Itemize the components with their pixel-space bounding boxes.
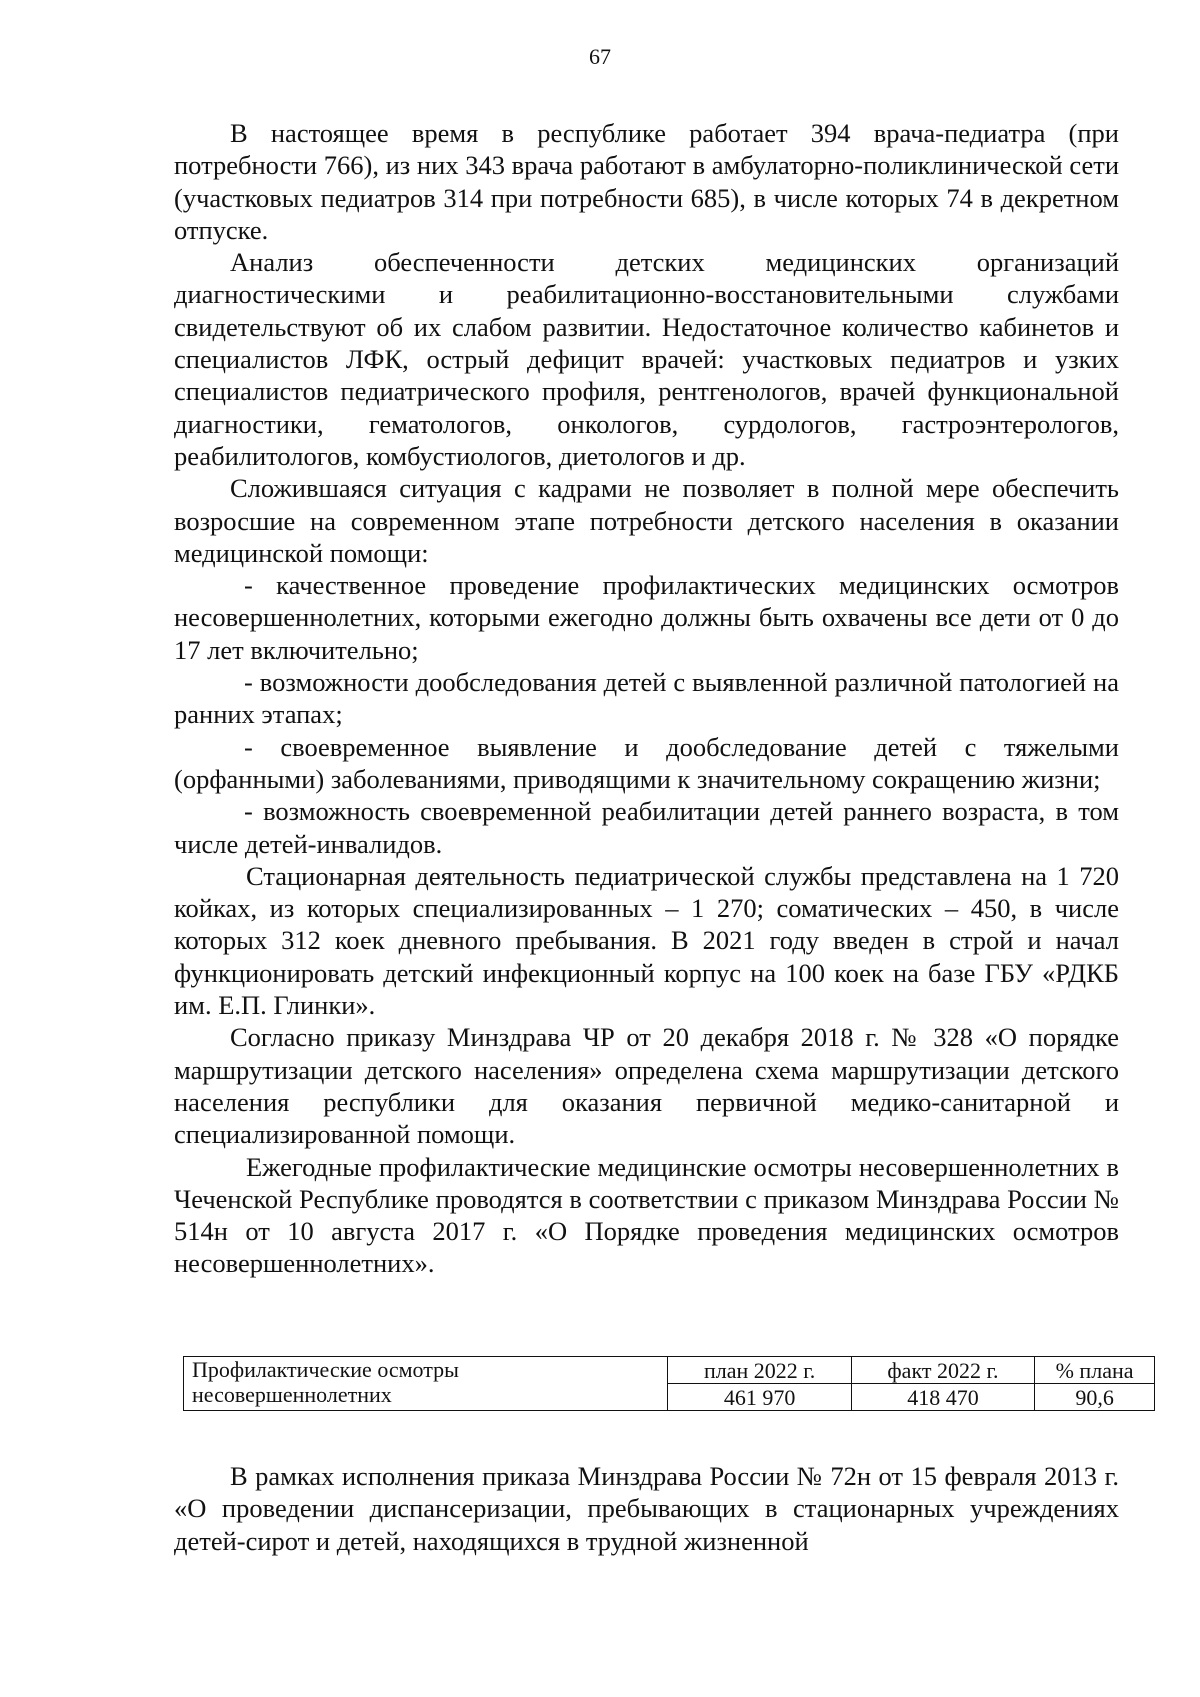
paragraph-routing: Согласно приказу Минздрава ЧР от 20 декабря 2018 г. № 328 «О порядке маршрутизации детского населения» определена схема маршрутизации детского населения республики для оказания первичной медико-санитарной и специализированной помощи. xyxy=(174,1022,1119,1150)
list-item-checkups: - качественное проведение профилактических медицинских осмотров несовершеннолетних, которыми ежегодно должны быть охвачены все дети от 0 до 17 лет включительно; xyxy=(174,570,1119,665)
list-item-examination: - возможности дообследования детей с выявленной различной патологией на ранних этапах; xyxy=(174,667,1119,730)
table-label-line: Профилактические осмотры xyxy=(192,1357,459,1382)
body-text xyxy=(174,117,1119,1280)
page-number: 67 xyxy=(589,44,611,69)
paragraph-analysis: Анализ обеспеченности детских медицинских организаций диагностическими и реабилитационно-восстановительными службами свидетельствуют об их слабом развитии. Недостаточное количество кабинетов и специалистов ЛФК, острый дефицит врачей: участковых педиатров и узких специалистов педиатрического профиля, рентгенологов, врачей функциональной диагностики, гематологов, онкологов, сурдологов, гастроэнтерологов, реабилитологов, комбустиологов, диетологов и др. xyxy=(174,247,1119,471)
list-item-rehabilitation: - возможность своевременной реабилитации детей раннего возраста, в том числе детей-инвалидов. xyxy=(174,796,1119,859)
paragraph-dispensary: В рамках исполнения приказа Минздрава России № 72н от 15 февраля 2013 г. «О проведении диспансеризации, пребывающих в стационарных учреждениях детей-сирот и детей, находящихся в трудной жизненной xyxy=(174,1461,1119,1556)
table-label-line: несовершеннолетних xyxy=(192,1382,392,1407)
table-row xyxy=(184,1357,1155,1384)
paragraph-annual-checkups: Ежегодные профилактические медицинские осмотры несовершеннолетних в Чеченской Республике проводятся в соответствии с приказом Минздрава России № 514н от 10 августа 2017 г. «О Порядке проведения медицинских осмотров несовершеннолетних». xyxy=(174,1151,1119,1279)
checkups-table xyxy=(183,1356,1155,1411)
paragraph-pediatricians: В настоящее время в республике работает 394 врача-педиатра (при потребности 766), из них 343 врача работают в амбулаторно-поликлинической сети (участковых педиатров 314 при потребности 685), в числе которых 74 в декретном отпуске. xyxy=(174,118,1119,245)
list-item-orphan-diseases: - своевременное выявление и дообследование детей с тяжелыми (орфанными) заболеваниями, приводящими к значительному сокращению жизни; xyxy=(174,731,1119,794)
tail-text xyxy=(174,1460,1119,1557)
value-percent: 90,6 xyxy=(1035,1384,1155,1411)
table-row-label xyxy=(184,1357,668,1411)
value-plan: 461 970 xyxy=(668,1384,851,1411)
header-fact: факт 2022 г. xyxy=(851,1357,1034,1384)
header-plan: план 2022 г. xyxy=(668,1357,851,1384)
paragraph-staffing: Сложившаяся ситуация с кадрами не позволяет в полной мере обеспечить возросшие на современном этапе потребности детского населения в оказании медицинской помощи: xyxy=(174,473,1119,568)
paragraph-inpatient: Стационарная деятельность педиатрической службы представлена на 1 720 койках, из которых специализированных – 1 270; соматических – 450, в числе которых 312 коек дневного пребывания. В 2021 году введен в строй и начал функционировать детский инфекционный корпус на 100 коек на базе ГБУ «РДКБ им. Е.П. Глинки». xyxy=(174,860,1119,1021)
value-fact: 418 470 xyxy=(851,1384,1034,1411)
header-percent: % плана xyxy=(1035,1357,1155,1384)
